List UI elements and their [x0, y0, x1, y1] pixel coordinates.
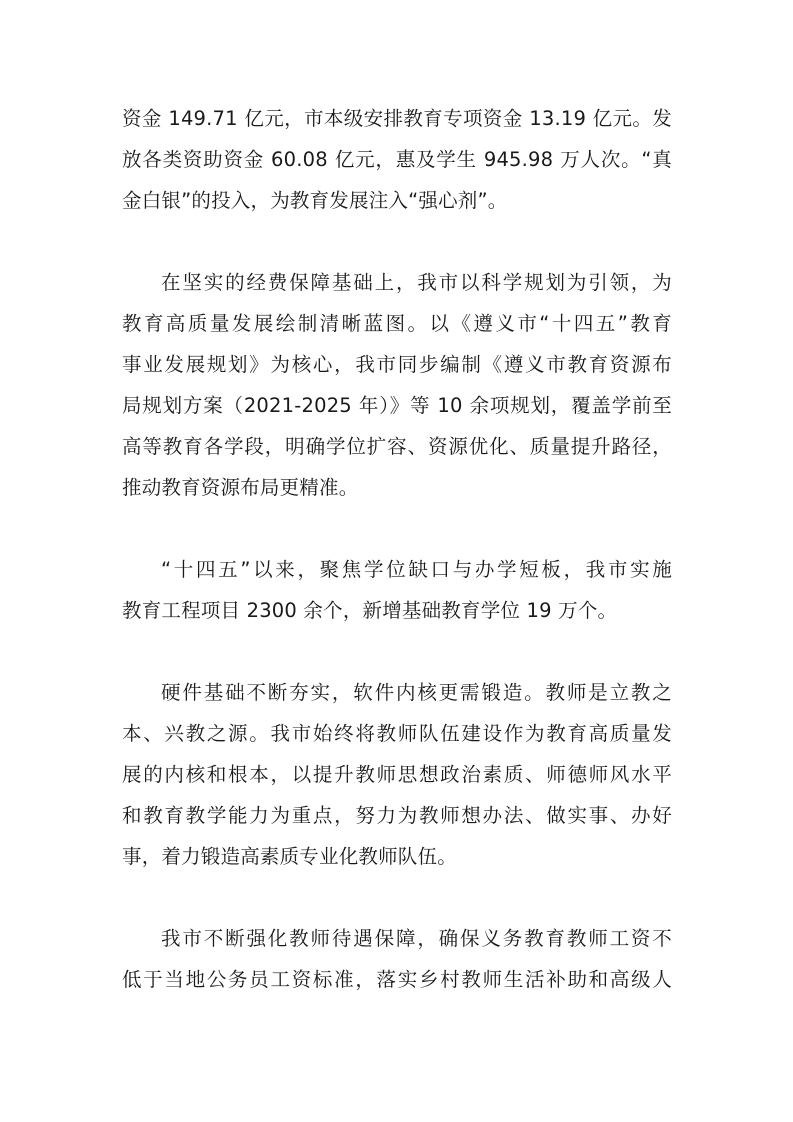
text-line: 和教育教学能力为重点，努力为教师想办法、做实事、办好 [122, 804, 672, 827]
text-line: 本、兴教之源。我市始终将教师队伍建设作为教育高质量发 [122, 722, 672, 745]
text-line: 高等教育各学段，明确学位扩容、资源优化、质量提升路径， [122, 435, 672, 458]
text-line: 展的内核和根本，以提升教师思想政治素质、师德师风水平 [122, 763, 672, 786]
paragraph-planning [122, 262, 672, 508]
text-line: 硬件基础不断夯实，软件内核更需锻造。教师是立教之 [161, 681, 672, 704]
paragraph-teachers [122, 672, 672, 877]
text-line: 事，着力锻造高素质专业化教师队伍。 [122, 845, 457, 868]
paragraph-projects [122, 549, 672, 631]
paragraph-funding [122, 98, 672, 221]
document-body [122, 98, 672, 1000]
text-line: 放各类资助资金 60.08 亿元，惠及学生 945.98 万人次。“真 [122, 148, 672, 171]
text-line: 金白银”的投入，为教育发展注入“强心剂”。 [122, 189, 508, 212]
text-line: 教育工程项目 2300 余个，新增基础教育学位 19 万个。 [122, 599, 618, 622]
text-line: 事业发展规划》为核心，我市同步编制《遵义市教育资源布 [122, 353, 672, 376]
text-line: 在坚实的经费保障基础上，我市以科学规划为引领，为 [161, 271, 672, 294]
text-line: 局规划方案（2021-2025 年）》等 10 余项规划，覆盖学前至 [122, 394, 672, 417]
text-line: “十四五”以来，聚焦学位缺口与办学短板，我市实施 [161, 558, 672, 581]
text-line: 推动教育资源布局更精准。 [122, 476, 359, 499]
text-line: 我市不断强化教师待遇保障，确保义务教育教师工资不 [161, 927, 672, 950]
text-line: 资金 149.71 亿元，市本级安排教育专项资金 13.19 亿元。发 [122, 107, 672, 130]
text-line: 教育高质量发展绘制清晰蓝图。以《遵义市“十四五”教育 [122, 312, 672, 335]
text-line: 低于当地公务员工资标准，落实乡村教师生活补助和高级人 [122, 968, 672, 991]
paragraph-teacher-benefits [122, 918, 672, 1000]
